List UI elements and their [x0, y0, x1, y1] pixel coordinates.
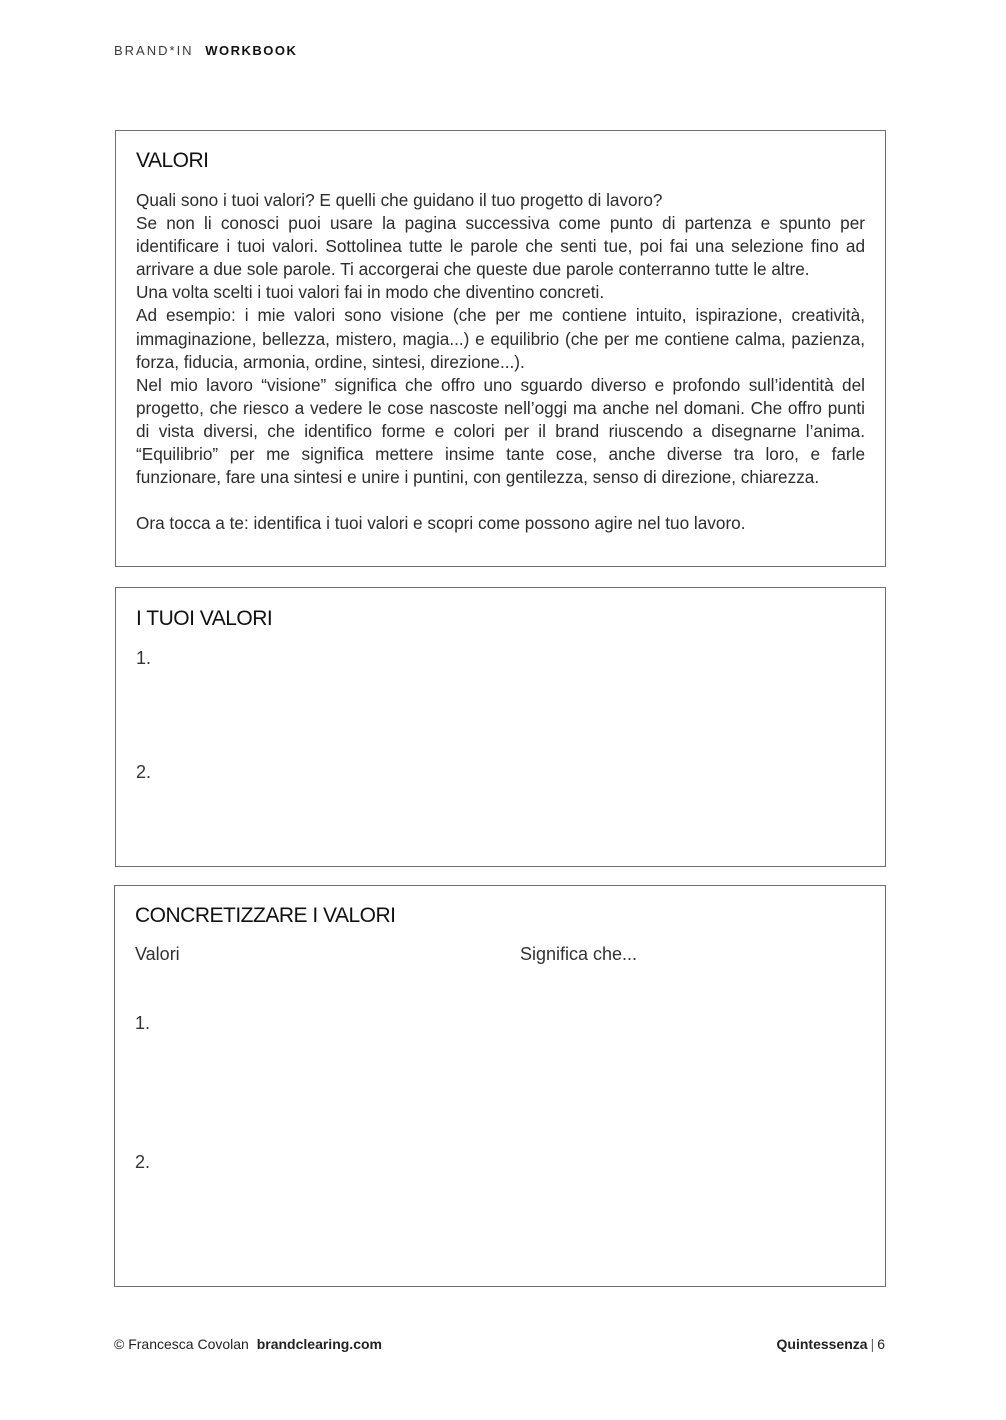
valori-body — [136, 189, 865, 535]
concretizzare-box — [114, 885, 886, 1287]
tuoi-valori-item-1[interactable]: 1. — [136, 648, 152, 668]
valori-paragraph-6: Ora tocca a te: identifica i tuoi valori e scopri come possono agire nel tuo lavoro. — [136, 513, 746, 534]
concretizzare-item-1[interactable]: 1. — [135, 1013, 151, 1033]
page-header — [114, 43, 297, 58]
valori-paragraph-1: Quali sono i tuoi valori? E quelli che guidano il tuo progetto di lavoro? — [136, 190, 663, 210]
header-workbook-label: WORKBOOK — [205, 43, 298, 58]
tuoi-valori-box — [115, 587, 886, 867]
footer-page-info — [777, 1336, 885, 1352]
tuoi-valori-title: I TUOI VALORI — [136, 607, 273, 630]
valori-box — [115, 130, 886, 567]
footer-doc-title: Quintessenza — [776, 1336, 868, 1352]
valori-title: VALORI — [136, 149, 209, 172]
footer-site-link[interactable]: brandclearing.com — [256, 1336, 382, 1352]
footer-credit — [114, 1336, 382, 1352]
concretizzare-item-2[interactable]: 2. — [135, 1152, 151, 1172]
significa-column-label: Significa che... — [520, 944, 638, 964]
valori-paragraph-2: Se non li conosci puoi usare la pagina successiva come punto di partenza e spunto per identificare i tuoi valori. Sottolinea tutte le parole che senti tue, poi fai una selezione fino ad arrivare a due sole parole. Ti accorgerai che queste due parole conterranno tutte le altre. — [136, 213, 865, 280]
header-brand: BRAND*IN — [114, 43, 194, 58]
tuoi-valori-item-2[interactable]: 2. — [136, 762, 152, 782]
concretizzare-title: CONCRETIZZARE I VALORI — [135, 904, 396, 927]
valori-paragraph-3: Una volta scelti i tuoi valori fai in modo che diventino concreti. — [136, 282, 605, 303]
footer-page-number: 6 — [877, 1336, 885, 1352]
footer-separator: | — [870, 1336, 875, 1352]
valori-paragraph-4: Ad esempio: i mie valori sono visione (che per me contiene intuito, ispirazione, creatività, immaginazione, bellezza, mistero, magia...) e equilibrio (che per me contiene calma, pazienza, forza, fiducia, armonia, ordine, sintesi, direzione...). — [136, 305, 865, 372]
footer-copyright: © Francesca Covolan — [114, 1336, 249, 1352]
valori-paragraph-5: Nel mio lavoro “visione” significa che offro uno sguardo diverso e profondo sull’identità del progetto, che riesco a vedere le cose nascoste nell’oggi ma anche nel domani. Che offro punti di vista diversi, che identifico forme e colori per il brand riuscendo a disegnarne l’anima. “Equilibrio” per me significa mettere insime tante cose, anche diverse tra loro, e farle funzionare, fare una sintesi e unire i puntini, con gentilezza, senso di direzione, chiarezza. — [136, 374, 865, 488]
valori-column-label: Valori — [135, 944, 180, 964]
